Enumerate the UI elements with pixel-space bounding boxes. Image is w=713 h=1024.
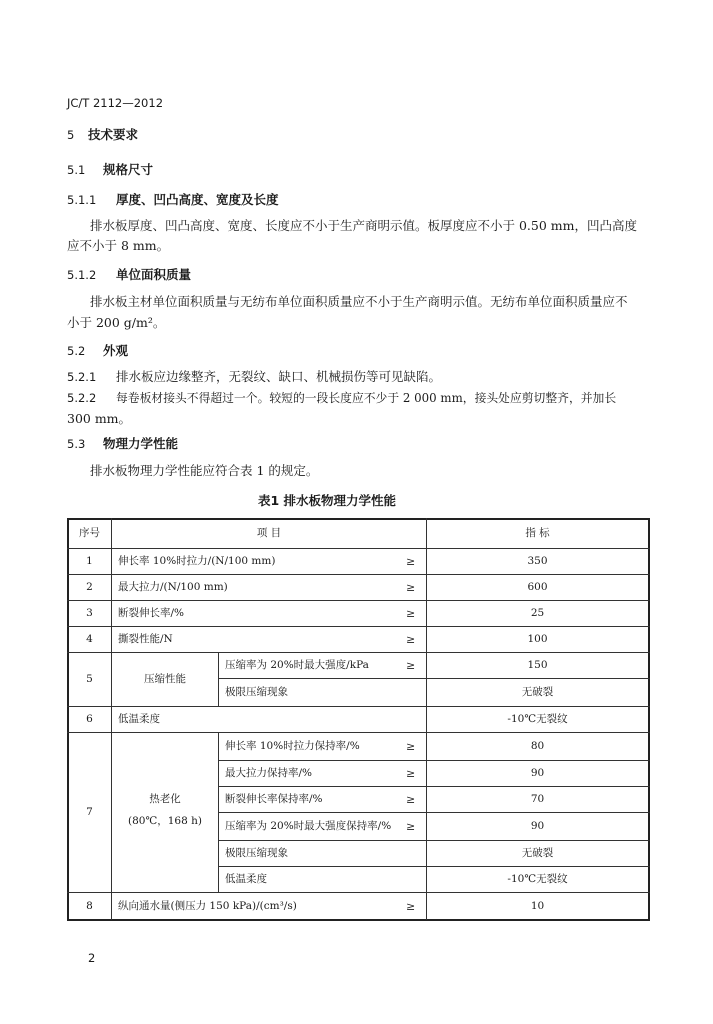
row-group-condition: (80℃，168 h)	[128, 814, 202, 827]
row-value: 90	[530, 820, 545, 832]
row-item: 断裂伸长率/%	[118, 607, 185, 619]
section-5-1-1-title: 厚度、凹凸高度、宽度及长度	[116, 192, 279, 207]
ge-symbol: ≥	[406, 767, 416, 780]
row-item: 低温柔度	[118, 713, 160, 725]
page-number: 2	[88, 951, 96, 965]
section-5-2-title: 外观	[103, 343, 129, 358]
section-5-1-1-number: 5.1.1	[67, 193, 97, 207]
section-5-number: 5	[67, 128, 75, 142]
row-item: 纵向通水量(侧压力 150 kPa)/(cm³/s)	[118, 899, 297, 912]
row-item: 撕裂性能/N	[118, 633, 173, 645]
header-index: 指 标	[525, 527, 550, 539]
section-5-1-2-number: 5.1.2	[67, 268, 97, 282]
section-5-1-title: 规格尺寸	[103, 162, 154, 177]
ge-symbol: ≥	[406, 793, 416, 806]
row-number: 7	[86, 806, 93, 818]
row-number: 6	[86, 713, 93, 725]
ge-symbol: ≥	[406, 820, 416, 833]
row-value: -10℃无裂纹	[507, 713, 568, 725]
row-value: 无破裂	[521, 847, 554, 859]
item-5-2-1-number: 5.2.1	[67, 370, 97, 384]
row-number: 5	[86, 673, 93, 685]
row-group: 压缩性能	[144, 673, 186, 685]
section-5-1-number: 5.1	[67, 163, 86, 177]
row-value: 10	[530, 899, 545, 912]
row-value: 无破裂	[521, 686, 554, 698]
list-item: 每卷板材接头不得超过一个。较短的一段长度应不少于 2 000 mm，接头处应剪切整齐，并加长	[116, 391, 617, 405]
row-item: 最大拉力/(N/100 mm)	[118, 581, 228, 593]
row-value: -10℃无裂纹	[507, 873, 568, 885]
section-5-title: 技术要求	[88, 127, 139, 142]
row-value: 600	[527, 581, 548, 593]
row-value: 350	[527, 555, 548, 567]
row-subitem: 压缩率为 20%时最大强度/kPa	[225, 659, 369, 671]
row-value: 25	[530, 607, 545, 619]
ge-symbol: ≥	[406, 607, 416, 620]
ge-symbol: ≥	[406, 659, 416, 672]
row-subitem: 低温柔度	[225, 873, 267, 885]
header-item: 项 目	[256, 527, 282, 539]
section-5-1-2-title: 单位面积质量	[116, 267, 192, 282]
standard-code: JC/T 2112—2012	[67, 96, 164, 110]
ge-symbol: ≥	[406, 740, 416, 753]
paragraph: 小于 200 g/m²。	[67, 315, 166, 330]
paragraph: 排水板厚度、凹凸高度、宽度、长度应不小于生产商明示值。板厚度应不小于 0.50 mm，凹凸高度	[90, 218, 637, 233]
row-value: 70	[530, 793, 545, 805]
paragraph: 排水板物理力学性能应符合表 1 的规定。	[90, 463, 319, 478]
ge-symbol: ≥	[406, 581, 416, 594]
table-caption: 表1 排水板物理力学性能	[258, 493, 397, 508]
row-group: 热老化	[149, 792, 181, 805]
row-number: 3	[86, 607, 93, 619]
row-subitem: 最大拉力保持率/%	[225, 767, 313, 779]
row-subitem: 极限压缩现象	[225, 847, 288, 859]
list-item-continuation: 300 mm。	[67, 411, 132, 426]
paragraph: 排水板主材单位面积质量与无纺布单位面积质量应不小于生产商明示值。无纺布单位面积质量应不	[90, 294, 628, 309]
section-5-2-number: 5.2	[67, 344, 86, 358]
row-subitem: 极限压缩现象	[225, 686, 288, 698]
row-number: 1	[86, 555, 93, 567]
row-number: 4	[86, 633, 93, 645]
ge-symbol: ≥	[406, 900, 416, 913]
header-no: 序号	[79, 527, 100, 539]
ge-symbol: ≥	[406, 633, 416, 646]
row-value: 150	[527, 659, 548, 671]
row-subitem: 压缩率为 20%时最大强度保持率/%	[225, 820, 392, 832]
list-item: 排水板应边缘整齐，无裂纹、缺口、机械损伤等可见缺陷。	[116, 369, 442, 384]
section-5-3-number: 5.3	[67, 437, 86, 451]
row-number: 8	[86, 899, 93, 912]
row-number: 2	[86, 581, 93, 593]
paragraph: 应不小于 8 mm。	[67, 238, 170, 253]
row-subitem: 伸长率 10%时拉力保持率/%	[225, 740, 360, 752]
row-subitem: 断裂伸长率保持率/%	[225, 793, 323, 805]
row-value: 100	[527, 633, 548, 645]
ge-symbol: ≥	[406, 555, 416, 568]
row-item: 伸长率 10%时拉力/(N/100 mm)	[118, 555, 276, 567]
item-5-2-2-number: 5.2.2	[67, 391, 97, 405]
row-value: 90	[530, 767, 545, 779]
section-5-3-title: 物理力学性能	[103, 436, 179, 451]
row-value: 80	[530, 740, 545, 752]
